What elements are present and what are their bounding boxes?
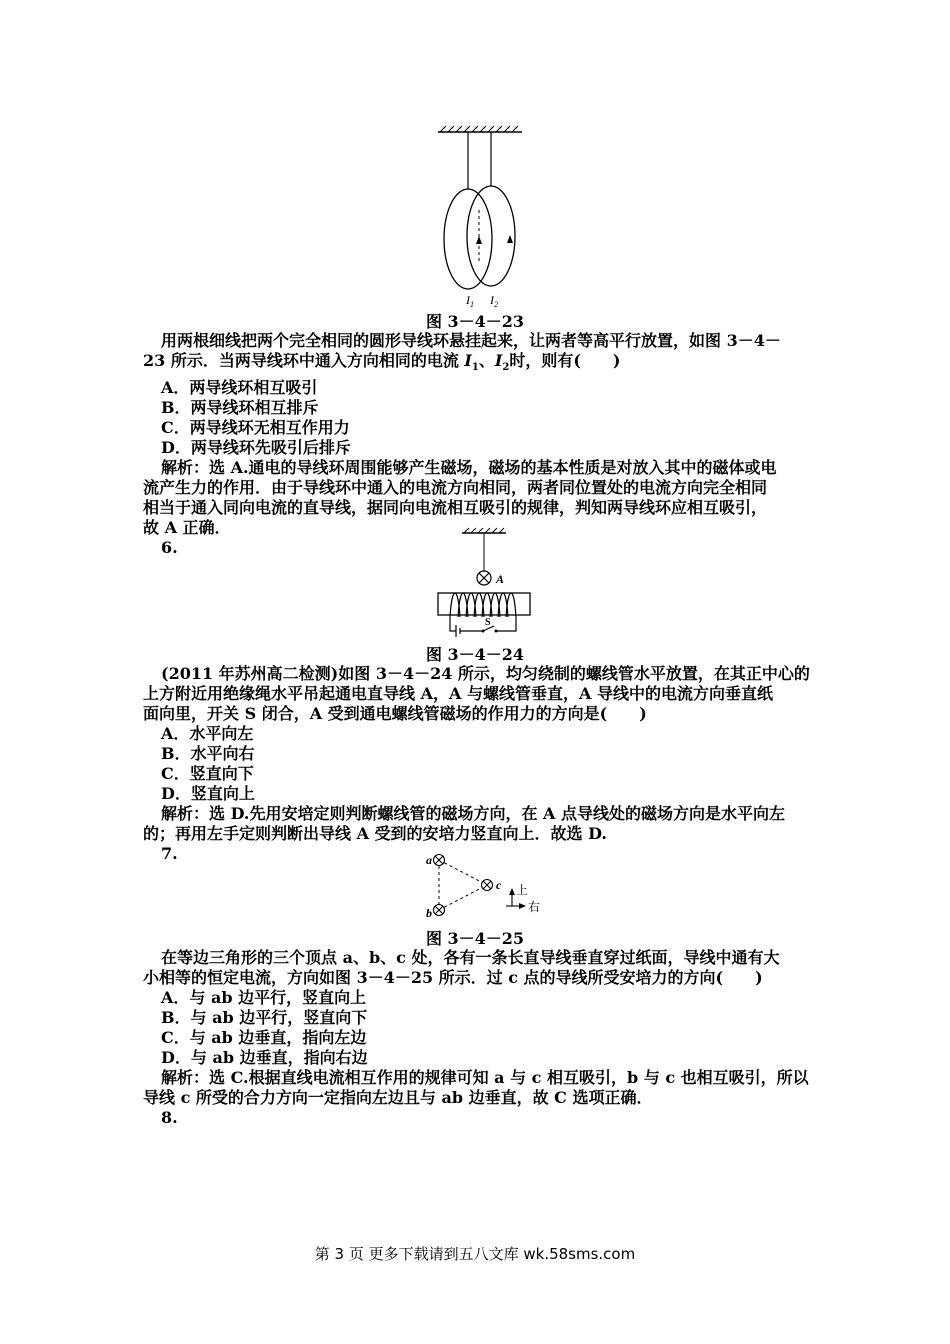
question-stem: 小相等的恒定电流，方向如图 3－4－25 所示．过 c 点的导线所受安培力的方向( ) [143, 968, 763, 987]
figure-triangle-wires [420, 848, 550, 924]
option-d: D．与 ab 边垂直，指向右边 [161, 1048, 368, 1067]
analysis-line: 导线 c 所受的合力方向一定指向左边且与 ab 边垂直，故 C 选项正确． [143, 1088, 653, 1107]
question-stem: (2011 年苏州高二检测)如图 3－4－24 所示，均匀绕制的螺线管水平放置，在其正中心的 [161, 664, 810, 683]
figure-two-rings [430, 124, 530, 314]
option-a: A．两导线环相互吸引 [161, 378, 318, 398]
figure-solenoid [434, 527, 534, 643]
analysis-line: 故 A 正确． [143, 518, 231, 538]
question-stem: 用两根细线把两个完全相同的圆形导线环悬挂起来，让两者等高平行放置，如图 3－4－ [161, 331, 781, 350]
question-6 [143, 664, 813, 864]
question-number: 6. [161, 538, 178, 558]
option-b: B．两导线环相互排斥 [161, 398, 319, 418]
option-a: A．与 ab 边平行，竖直向上 [161, 988, 367, 1007]
option-c: C．竖直向下 [161, 764, 254, 783]
fig-label-c: c [496, 878, 502, 892]
question-stem: 面向里，开关 S 闭合，A 受到通电螺线管磁场的作用力的方向是( ) [143, 704, 647, 723]
question-7 [143, 948, 813, 1128]
option-b: B．水平向右 [161, 744, 255, 763]
analysis-line: 的；再用左手定则判断出导线 A 受到的安培力竖直向上．故选 D. [143, 824, 608, 843]
svg-text:I1 [465, 293, 474, 309]
analysis-line: 相当于通入同向电流的直导线，据同向电流相互吸引的规律，判知两导线环应相互吸引， [143, 498, 768, 518]
option-c: C．两导线环无相互作用力 [161, 418, 350, 438]
option-d: D．竖直向上 [161, 784, 255, 803]
question-number: 7. [161, 844, 178, 863]
fig-label-up: 上 [516, 883, 529, 897]
question-stem: 在等边三角形的三个顶点 a、b、c 处，各有一条长直导线垂直穿过纸面，导线中通有大 [161, 948, 780, 967]
fig-label-b: b [426, 906, 432, 920]
analysis-line: 解析：选 C.根据直线电流相互作用的规律可知 a 与 c 相互吸引，b 与 c 也相互吸引，所以 [161, 1068, 809, 1087]
option-c: C．与 ab 边垂直，指向左边 [161, 1028, 367, 1047]
figure-caption: 图 3－4－23 [425, 312, 525, 331]
question-stem: 上方附近用绝缘绳水平吊起通电直导线 A，A 与螺线管垂直，A 导线中的电流方向垂直纸 [143, 684, 773, 703]
analysis-line: 解析：选 D.先用安培定则判断螺线管的磁场方向，在 A 点导线处的磁场方向是水平向左 [161, 804, 786, 823]
fig-label-i1-sub: 1 [470, 300, 474, 309]
option-d: D．两导线环先吸引后排斥 [161, 438, 351, 458]
figure-caption: 图 3－4－24 [425, 645, 525, 664]
analysis-line: 解析：选 A.通电的导线环周围能够产生磁场，磁场的基本性质是对放入其中的磁体或电 [161, 458, 777, 478]
question-5 [143, 331, 813, 558]
figure-caption: 图 3－4－25 [425, 929, 525, 948]
option-a: A．水平向左 [161, 724, 254, 743]
fig-label-a: A [496, 572, 505, 586]
fig-label-right: 右 [528, 900, 541, 914]
fig-label-i2-sub: 2 [494, 300, 498, 309]
question-stem-line-2: 23 所示．当两导线环中通入方向相同的电流 $I_1$、$I_2$时，则有( ) [143, 351, 621, 374]
analysis-line: 流产生力的作用．由于导线环中通入的电流方向相同，两者同位置处的电流方向完全相同 [143, 478, 768, 498]
fig-label-s: S [485, 617, 491, 628]
question-number: 8. [161, 1108, 178, 1127]
option-b: B．与 ab 边平行，竖直向下 [161, 1008, 368, 1027]
fig-label-i1: I [466, 293, 470, 307]
fig-label-i2: I [490, 293, 494, 307]
svg-text:I2 [489, 293, 498, 309]
fig-label-a: a [426, 853, 432, 867]
page-footer: 第 3 页 更多下载请到五八文库 wk.58sms.com [314, 1245, 636, 1263]
